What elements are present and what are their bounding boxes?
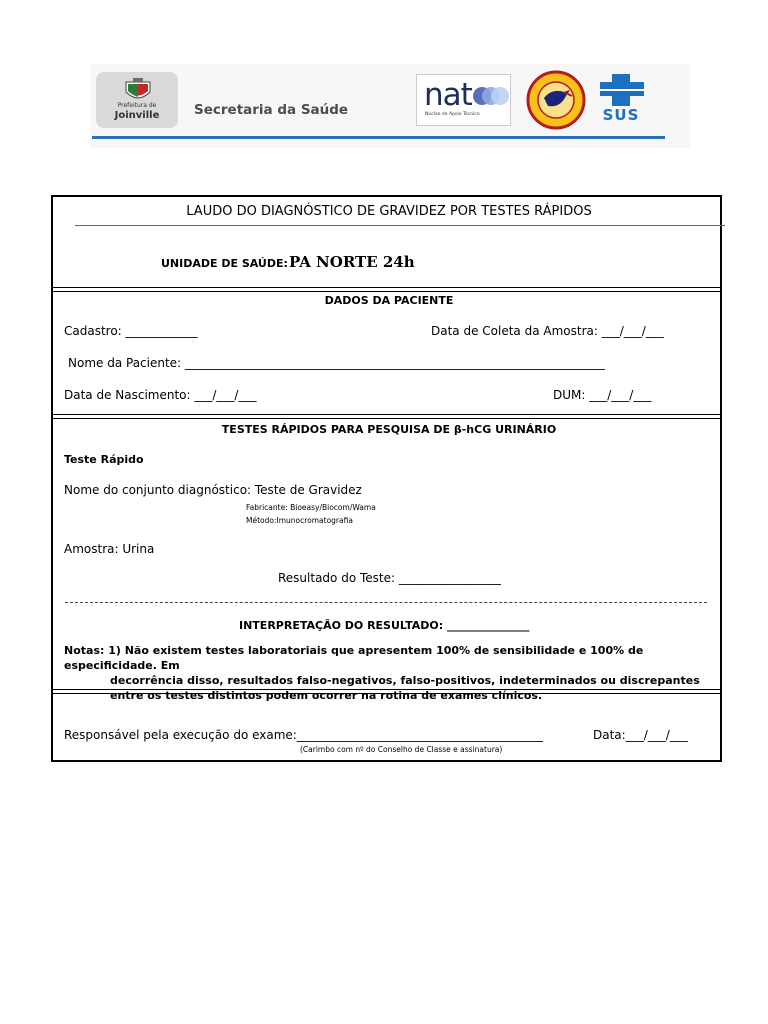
section-divider [53, 287, 720, 292]
patient-section-title: DADOS DA PACIENTE [324, 294, 454, 307]
letterhead [90, 64, 690, 148]
secretaria-title: Secretaria da Saúde [194, 102, 349, 118]
metodo-text: Método:Imunocromatografia [246, 516, 353, 525]
notes-text [64, 643, 704, 703]
report-form [51, 195, 722, 762]
nat-subtitle: Núcleo de Apoio Técnico [425, 112, 480, 117]
title-rule [75, 225, 725, 226]
nat-wordmark: nat [424, 77, 472, 113]
dum-field[interactable]: DUM: ___/___/___ [553, 388, 652, 402]
dashed-divider [65, 602, 707, 603]
resultado-field[interactable]: Resultado do Teste: _________________ [278, 571, 501, 585]
rede-cegonha-logo [526, 70, 586, 130]
data-coleta-field[interactable]: Data de Coleta da Amostra: ___/___/___ [431, 324, 664, 338]
interpretacao-field[interactable]: INTERPRETAÇÃO DO RESULTADO: _______________ [239, 619, 530, 632]
unidade-label: UNIDADE DE SAÚDE: [161, 257, 288, 270]
data-nascimento-field[interactable]: Data de Nascimento: ___/___/___ [64, 388, 257, 402]
carimbo-note: (Carimbo com nº do Conselho de Classe e assinatura) [300, 745, 503, 754]
notes-continuation: decorrência disso, resultados falso-negativos, falso-positivos, indeterminados ou discrepantes entre os testes distintos podem ocorrer na rotina de exames clínicos. [110, 674, 700, 702]
responsavel-field[interactable]: Responsável pela execução do exame:_________________________________________ [64, 728, 543, 742]
section-divider [53, 689, 720, 694]
cadastro-field[interactable]: Cadastro: ____________ [64, 324, 198, 338]
amostra-text: Amostra: Urina [64, 542, 155, 556]
notes-line-1: Notas: 1) Não existem testes laboratoriais que apresentem 100% de sensibilidade e 100% de especificidade. Em [64, 644, 644, 672]
conjunto-diagnostico: Nome do conjunto diagnóstico: Teste de Gravidez [64, 483, 362, 497]
section-divider [53, 414, 720, 419]
prefeitura-joinville-logo [96, 72, 178, 128]
teste-rapido-label: Teste Rápido [64, 453, 144, 466]
header-underline [92, 136, 665, 139]
unidade-value: PA NORTE 24h [289, 253, 415, 271]
nat-logo [416, 74, 511, 126]
nome-paciente-field[interactable]: Nome da Paciente: ______________________________________________________________________ [68, 356, 605, 370]
prefeitura-label: Prefeitura de [117, 102, 157, 109]
sus-label: SUS [602, 106, 640, 124]
crest-icon [124, 78, 152, 102]
assinatura-data-field[interactable]: Data:___/___/___ [593, 728, 688, 742]
form-title: LAUDO DO DIAGNÓSTICO DE GRAVIDEZ POR TESTES RÁPIDOS [186, 204, 592, 219]
prefeitura-city: Joinville [114, 110, 160, 121]
nat-circles-icon [471, 83, 511, 109]
fabricante-text: Fabricante: Bioeasy/Biocom/Wama [246, 503, 376, 512]
test-section-title: TESTES RÁPIDOS PARA PESQUISA DE β-hCG URINÁRIO [221, 423, 557, 436]
